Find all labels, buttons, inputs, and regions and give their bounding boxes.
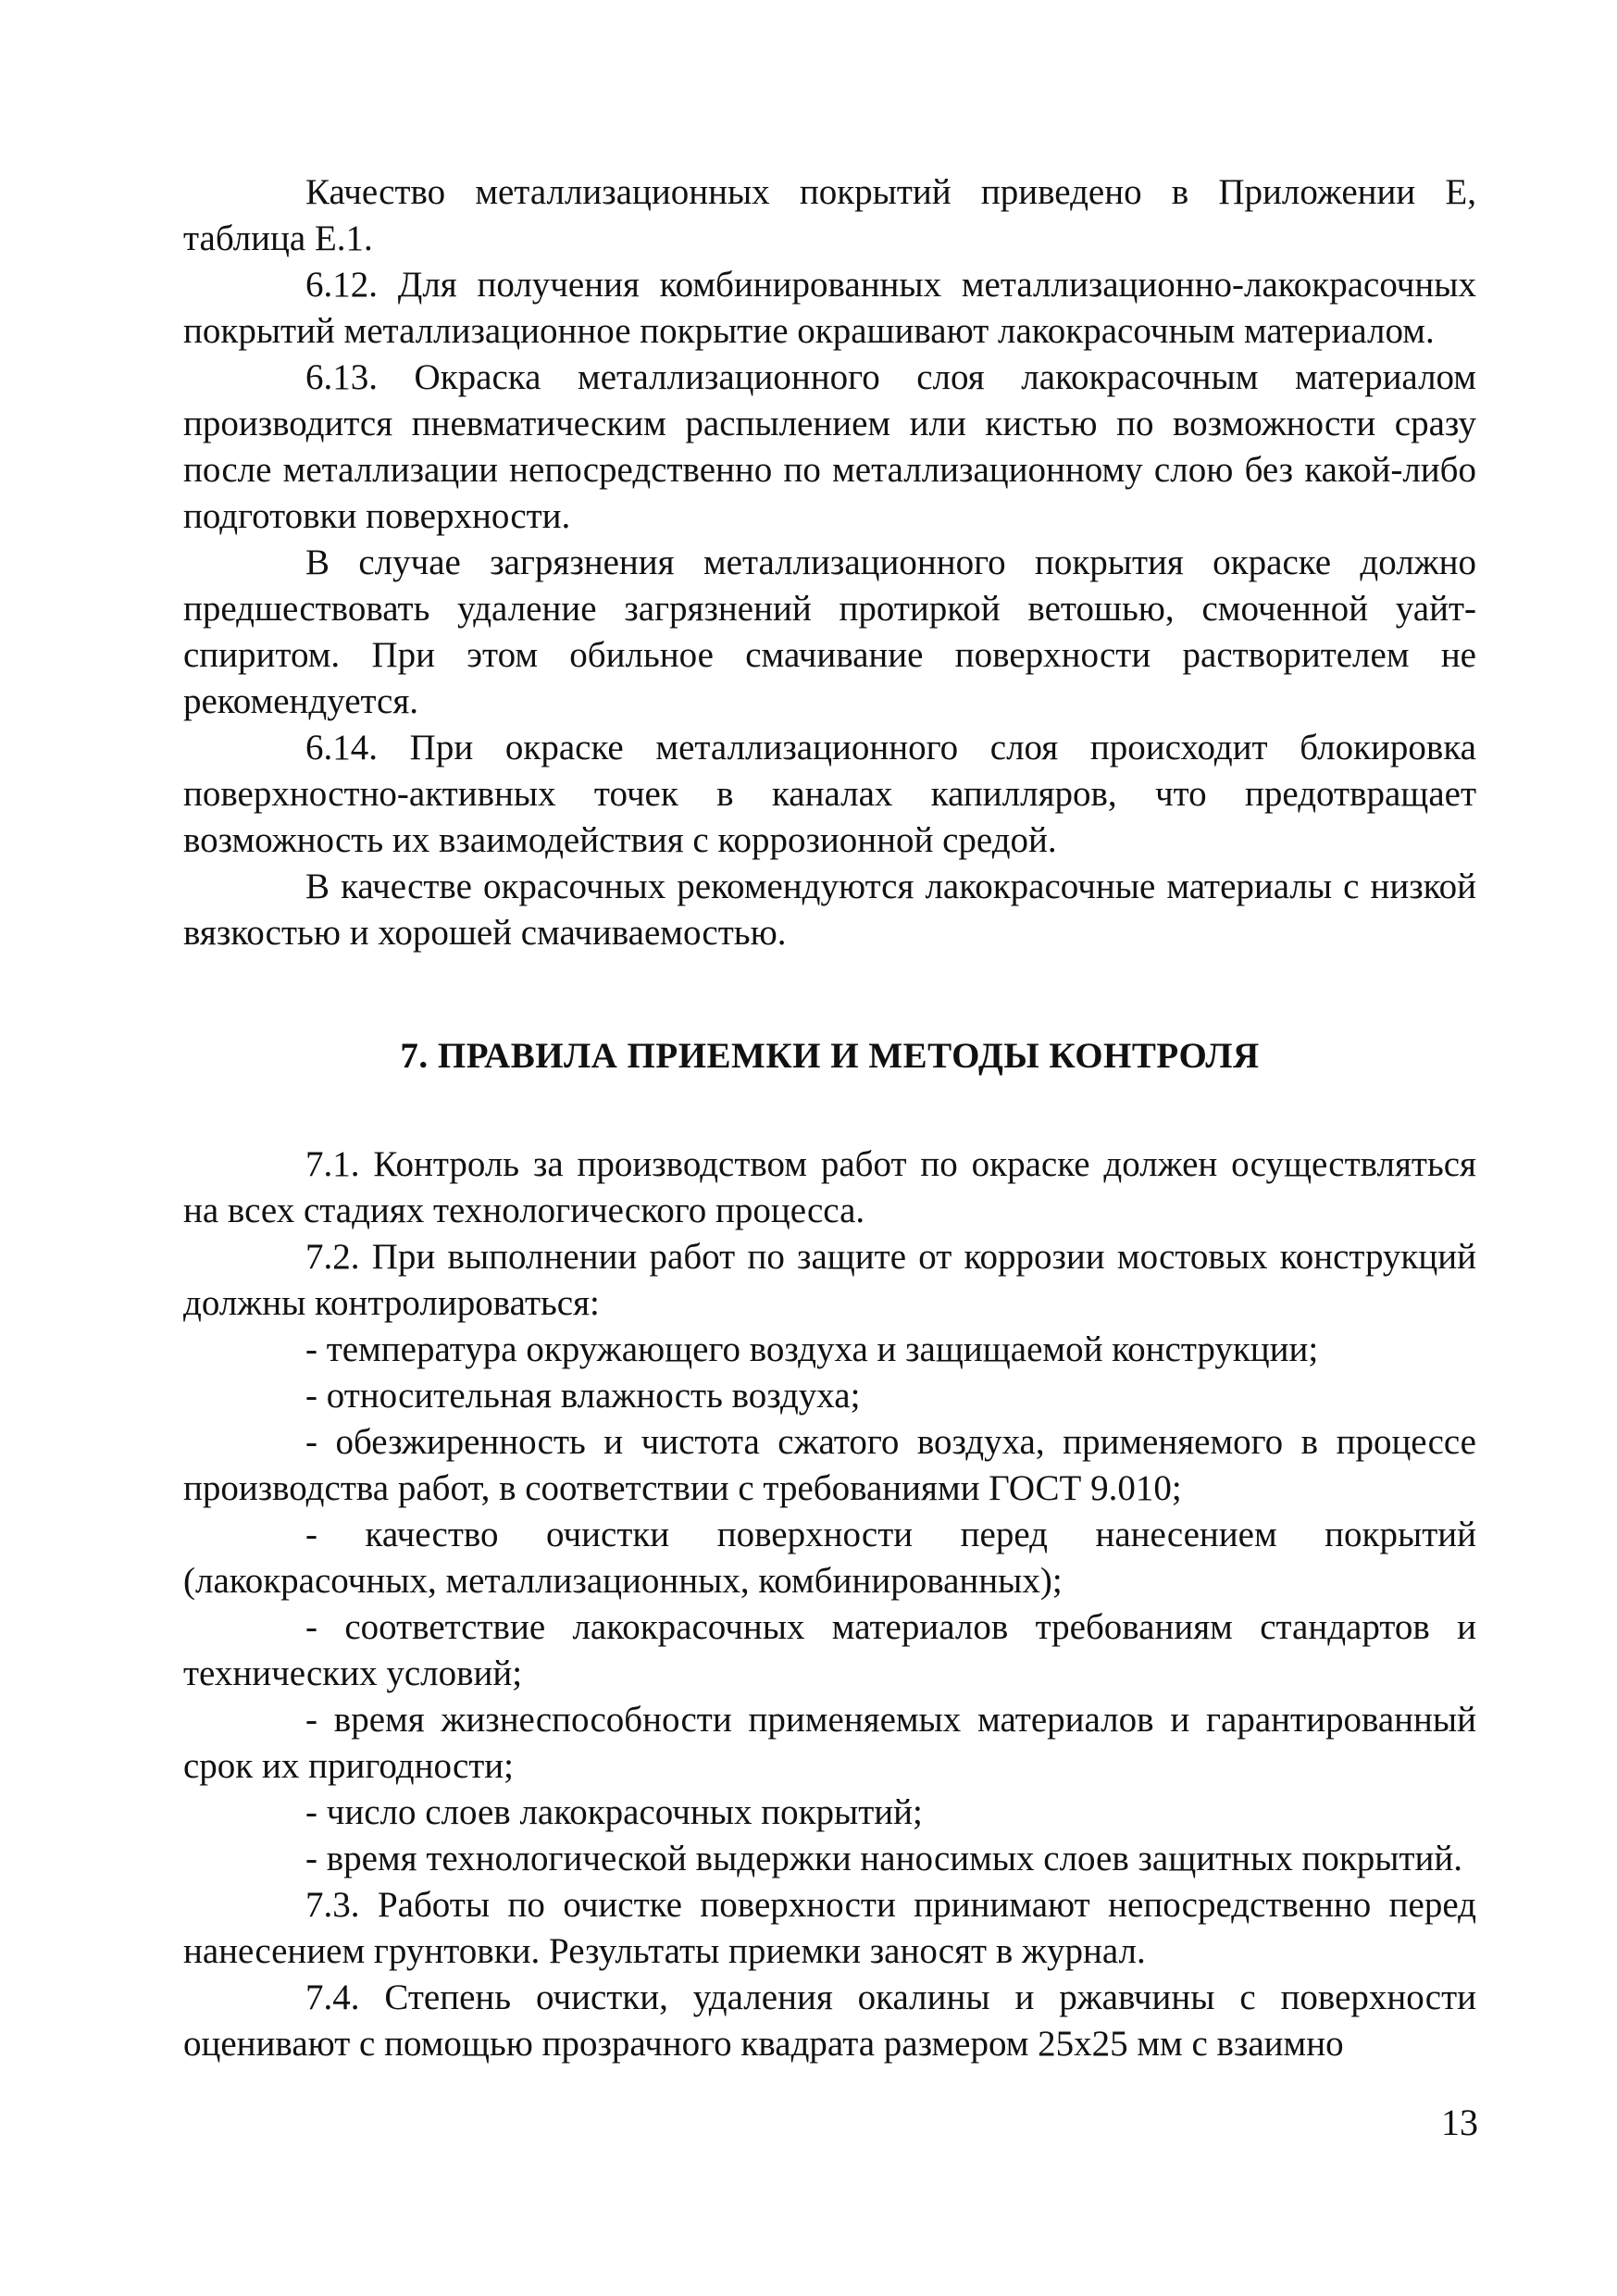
- paragraph-metallization-quality: Качество металлизационных покрытий приведено в Приложении Е, таблица Е.1.: [183, 172, 1476, 258]
- list-item-humidity: - относительная влажность воздуха;: [305, 1376, 861, 1416]
- list-item-surface-cleaning: - качество очистки поверхности перед нанесением покрытий (лакокрасочных, металлизационных, комбинированных);: [183, 1515, 1476, 1601]
- section-7-body: [183, 1142, 1476, 2067]
- paragraph-recommended-materials: В качестве окрасочных рекомендуются лакокрасочные материалы с низкой вязкостью и хорошей смачиваемостью.: [183, 867, 1476, 953]
- paragraph-7-3: 7.3. Работы по очистке поверхности принимают непосредственно перед нанесением грунтовки. Результаты приемки заносят в журнал.: [183, 1885, 1476, 1971]
- paragraph-7-4: 7.4. Степень очистки, удаления окалины и ржавчины с поверхности оценивают с помощью прозрачного квадрата размером 25х25 мм с взаимно: [183, 1978, 1476, 2064]
- paragraph-6-12: 6.12. Для получения комбинированных металлизационно-лакокрасочных покрытий металлизационное покрытие окрашивают лакокрасочным материалом.: [183, 265, 1476, 351]
- paragraph-6-14: 6.14. При окраске металлизационного слоя происходит блокировка поверхностно-активных точек в каналах капилляров, что предотвращает возможность их взаимодействия с коррозионной средой.: [183, 728, 1476, 860]
- list-item-coat-count: - число слоев лакокрасочных покрытий;: [305, 1792, 923, 1832]
- paragraph-6-13: 6.13. Окраска металлизационного слоя лакокрасочным материалом производится пневматическим распылением или кистью по возможности сразу после металлизации непосредственно по металлизационному слою без какой-либо подготовки поверхности.: [183, 357, 1476, 536]
- paragraph-7-2: 7.2. При выполнении работ по защите от коррозии мостовых конструкций должны контролироваться:: [183, 1237, 1476, 1323]
- list-item-curing-time: - время технологической выдержки наносимых слоев защитных покрытий.: [305, 1839, 1463, 1878]
- section-6-body: [183, 169, 1476, 956]
- list-item-compressed-air: - обезжиренность и чистота сжатого воздуха, применяемого в процессе производства работ, в соответствии с требованиями ГОСТ 9.010;: [183, 1422, 1476, 1508]
- paragraph-7-1: 7.1. Контроль за производством работ по окраске должен осуществляться на всех стадиях технологического процесса.: [183, 1144, 1476, 1230]
- list-item-temperature: - температура окружающего воздуха и защищаемой конструкции;: [305, 1329, 1319, 1369]
- list-item-material-compliance: - соответствие лакокрасочных материалов требованиям стандартов и технических условий;: [183, 1607, 1476, 1693]
- list-item-pot-life: - время жизнеспособности применяемых материалов и гарантированный срок их пригодности;: [183, 1700, 1476, 1786]
- page-number: 13: [1441, 2102, 1478, 2143]
- section-7-heading: 7. ПРАВИЛА ПРИЕМКИ И МЕТОДЫ КОНТРОЛЯ: [400, 1036, 1260, 1076]
- paragraph-contamination: В случае загрязнения металлизационного покрытия окраске должно предшествовать удаление загрязнений протиркой ветошью, смоченной уайт-спиритом. При этом обильное смачивание поверхности растворителем не рекомендуется.: [183, 543, 1476, 721]
